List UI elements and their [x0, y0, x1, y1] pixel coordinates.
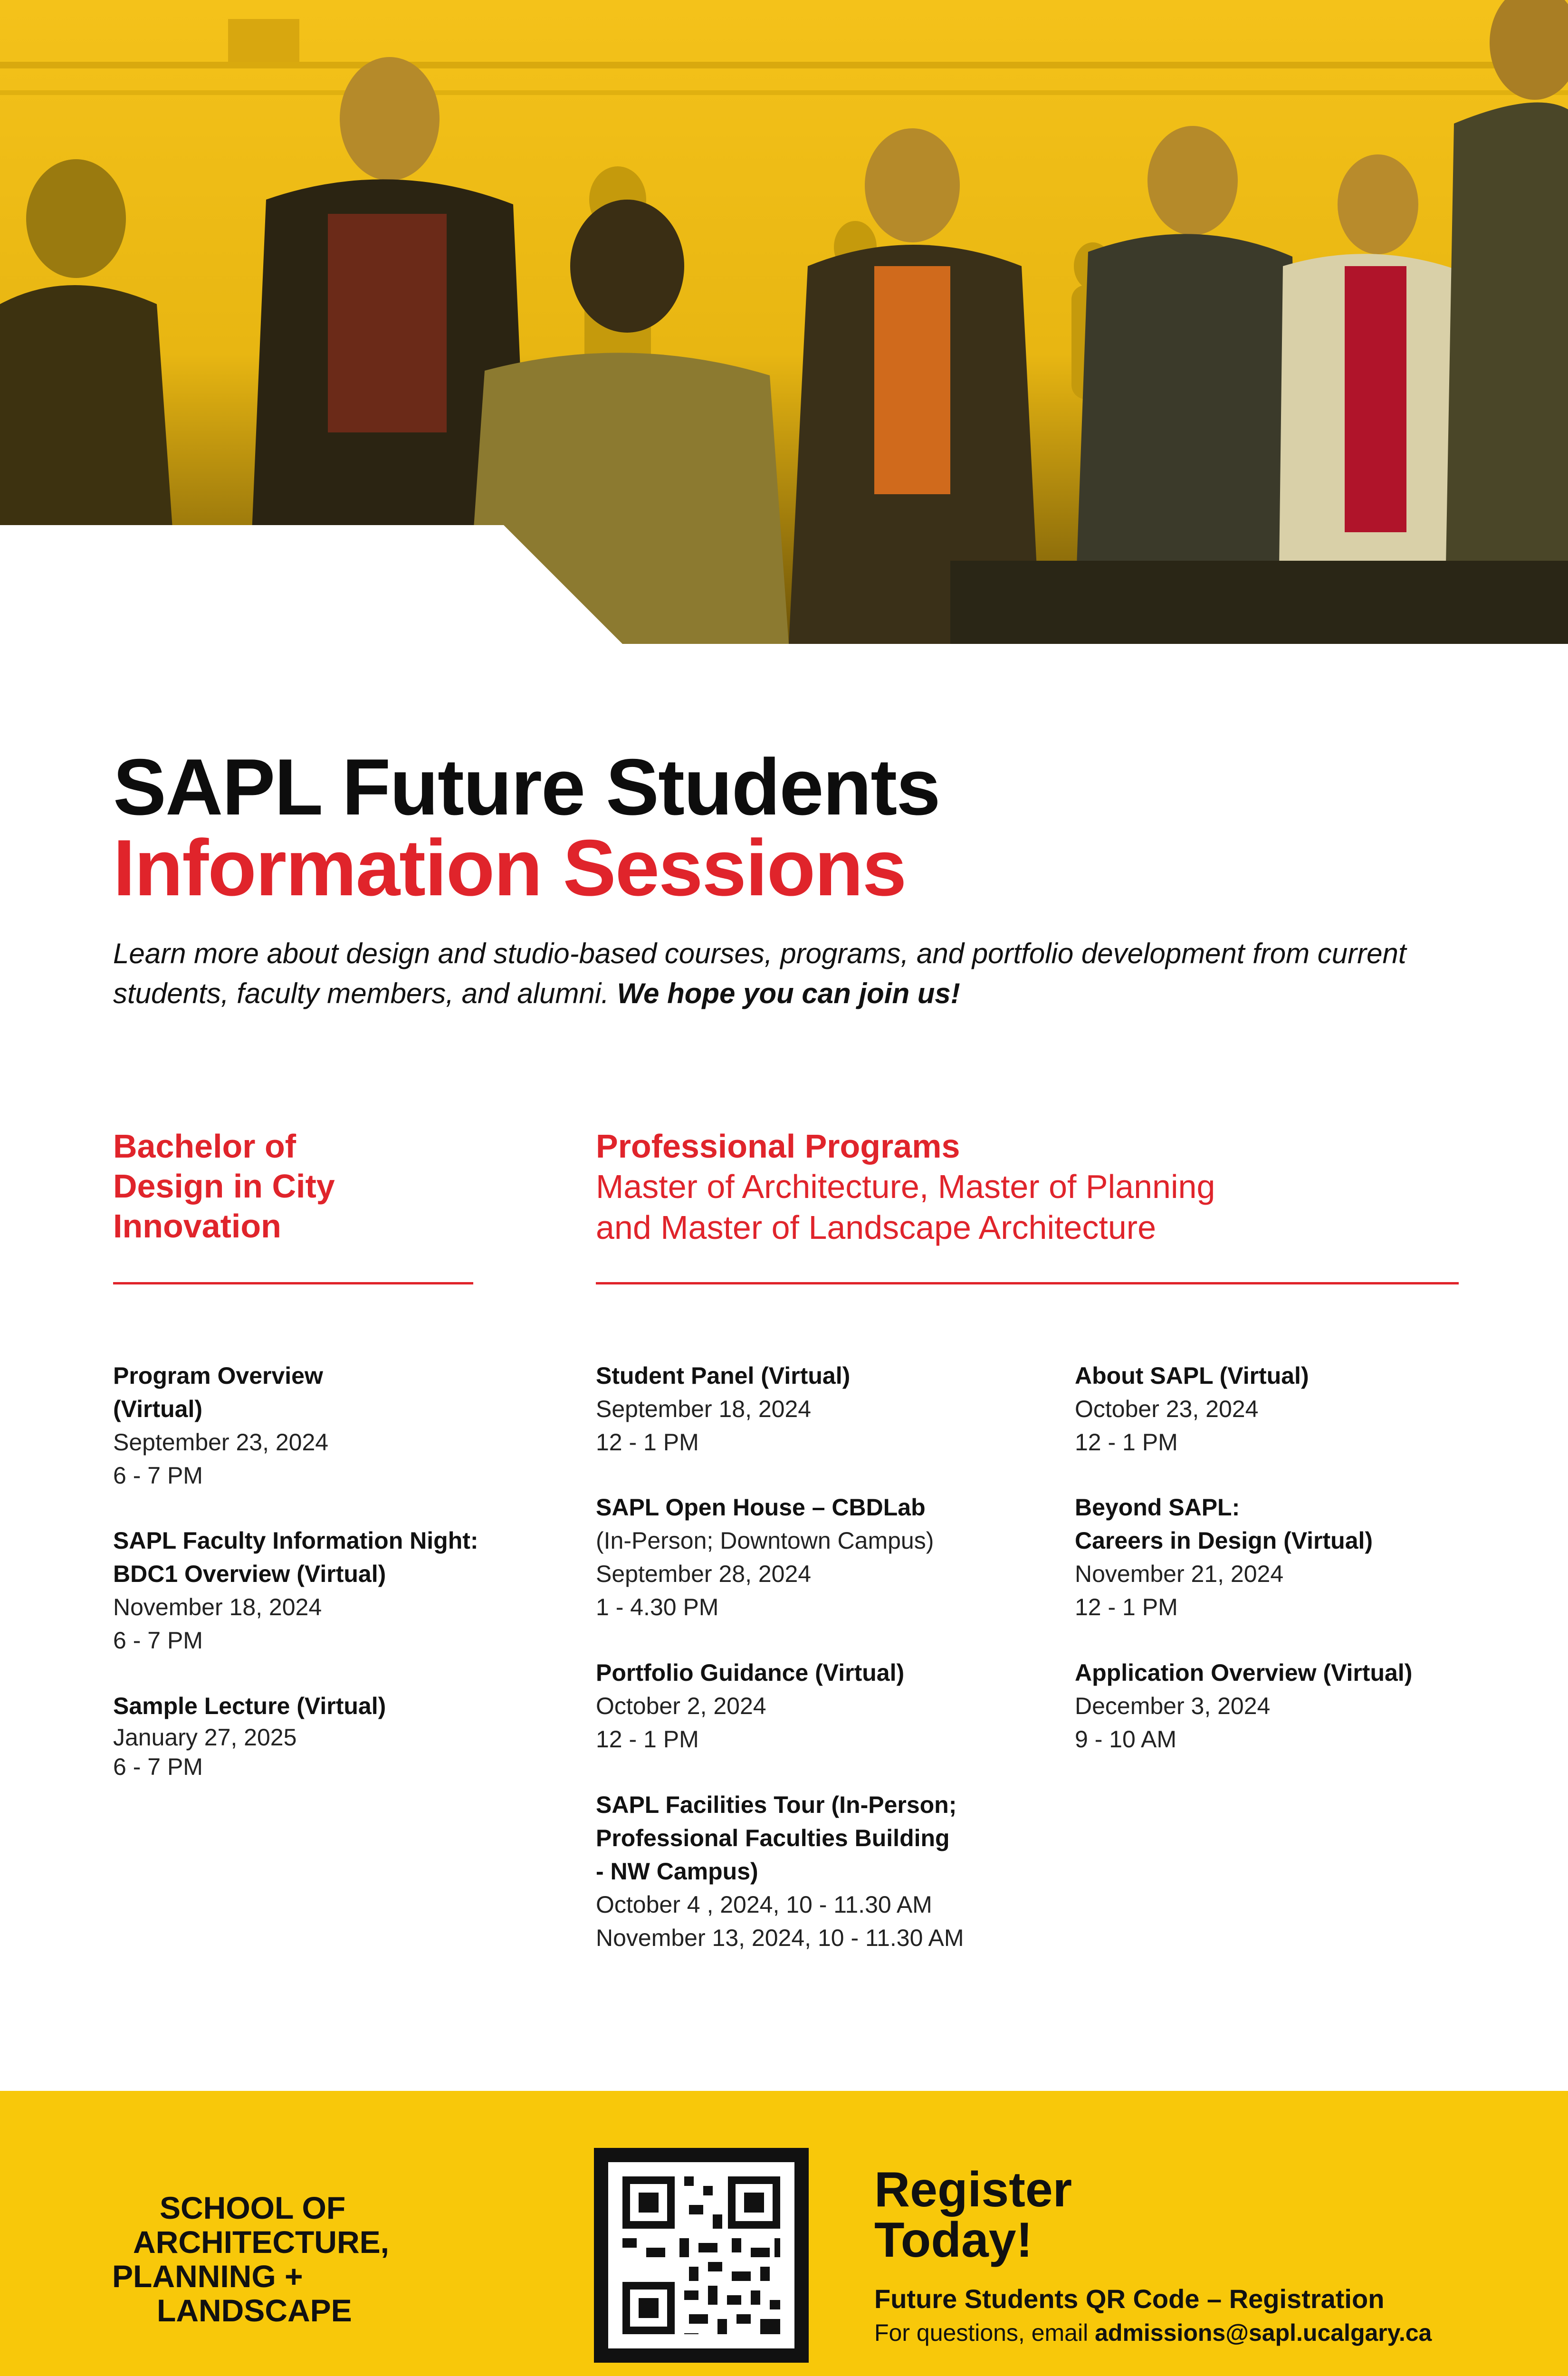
event-title: SAPL Faculty Information Night: — [113, 1527, 478, 1554]
event-title: SAPL Facilities Tour (In-Person; — [596, 1792, 957, 1818]
event-title: Beyond SAPL: — [1075, 1494, 1240, 1521]
event-block — [596, 1491, 1052, 1624]
register-line: Today! — [874, 2213, 1033, 2268]
event-datetime: November 13, 2024, 10 - 11.30 AM — [596, 1925, 964, 1951]
event-crowd-image — [0, 0, 1568, 644]
contact-email-link[interactable]: admissions@sapl.ucalgary.ca — [1095, 2319, 1432, 2346]
event-title: Student Panel (Virtual) — [596, 1362, 851, 1389]
event-title: - NW Campus) — [596, 1858, 758, 1885]
event-time: 9 - 10 AM — [1075, 1726, 1176, 1753]
school-line: PLANNING + — [112, 2259, 303, 2294]
register-heading — [874, 2162, 1072, 2268]
bdci-divider — [113, 1282, 473, 1284]
event-block — [596, 1788, 1052, 1954]
intro-emphasis: We hope you can join us! — [617, 977, 960, 1009]
bdci-heading — [113, 1126, 335, 1246]
event-title: SAPL Open House – CBDLab — [596, 1494, 926, 1521]
qr-caption: Future Students QR Code – Registration — [874, 2284, 1385, 2314]
event-block — [113, 1689, 569, 1782]
bdci-heading-line: Innovation — [113, 1207, 281, 1245]
event-date: December 3, 2024 — [1075, 1693, 1271, 1719]
school-line: LANDSCAPE — [157, 2293, 352, 2328]
event-time: 12 - 1 PM — [1075, 1429, 1178, 1456]
event-block — [1075, 1656, 1531, 1756]
qr-code-icon — [594, 2148, 809, 2363]
event-block — [596, 1656, 1052, 1756]
event-time: 6 - 7 PM — [113, 1462, 203, 1489]
event-time: 12 - 1 PM — [1075, 1594, 1178, 1620]
event-time: 1 - 4.30 PM — [596, 1594, 719, 1620]
page-title-line-1: SAPL Future Students — [113, 742, 940, 832]
event-title: Careers in Design (Virtual) — [1075, 1527, 1373, 1554]
event-date: September 28, 2024 — [596, 1561, 812, 1587]
professional-heading-block — [596, 1126, 1215, 1248]
event-title: Professional Faculties Building — [596, 1825, 950, 1851]
event-title: Application Overview (Virtual) — [1075, 1659, 1413, 1686]
hero-photo — [0, 0, 1568, 644]
event-block — [1075, 1491, 1531, 1624]
bdci-heading-line: Design in City — [113, 1168, 335, 1205]
school-line: ARCHITECTURE, — [133, 2224, 389, 2260]
event-date: November 18, 2024 — [113, 1594, 322, 1620]
event-date: September 18, 2024 — [596, 1396, 812, 1422]
event-time: 6 - 7 PM — [113, 1753, 203, 1780]
event-date: January 27, 2025 — [113, 1724, 297, 1751]
professional-subheading-line: Master of Architecture, Master of Planning — [596, 1168, 1215, 1205]
event-block — [113, 1524, 569, 1657]
register-line: Register — [874, 2162, 1072, 2217]
school-line: SCHOOL OF — [160, 2190, 346, 2225]
registration-qr-code[interactable] — [594, 2148, 809, 2363]
page-title-line-2: Information Sessions — [113, 823, 906, 912]
event-date: November 21, 2024 — [1075, 1561, 1284, 1587]
intro-text: Learn more about design and studio-based courses, programs, and portfolio development from current students, faculty members, and alumni. — [113, 938, 1406, 1009]
professional-divider — [596, 1282, 1459, 1284]
event-title: Program Overview — [113, 1362, 323, 1389]
bdci-heading-line: Bachelor of — [113, 1128, 296, 1165]
school-logo-text — [112, 2191, 389, 2328]
event-date: October 2, 2024 — [596, 1693, 766, 1719]
contact-prefix: For questions, email — [874, 2319, 1089, 2346]
event-date: September 23, 2024 — [113, 1429, 329, 1456]
event-datetime: October 4 , 2024, 10 - 11.30 AM — [596, 1891, 932, 1918]
contact-line — [874, 2319, 1432, 2347]
event-title: About SAPL (Virtual) — [1075, 1362, 1309, 1389]
event-block — [113, 1359, 569, 1492]
event-title: Portfolio Guidance (Virtual) — [596, 1659, 905, 1686]
event-time: 6 - 7 PM — [113, 1627, 203, 1654]
professional-subheading-line: and Master of Landscape Architecture — [596, 1209, 1157, 1246]
event-title: BDC1 Overview (Virtual) — [113, 1561, 386, 1587]
intro-paragraph — [113, 934, 1491, 1014]
professional-heading: Professional Programs — [596, 1128, 960, 1165]
event-block — [596, 1359, 1052, 1459]
event-block — [1075, 1359, 1531, 1459]
event-title: (Virtual) — [113, 1396, 202, 1422]
event-date: October 23, 2024 — [1075, 1396, 1259, 1422]
event-title: Sample Lecture (Virtual) — [113, 1693, 386, 1719]
event-time: 12 - 1 PM — [596, 1429, 699, 1456]
event-location: (In-Person; Downtown Campus) — [596, 1527, 934, 1554]
event-time: 12 - 1 PM — [596, 1726, 699, 1753]
